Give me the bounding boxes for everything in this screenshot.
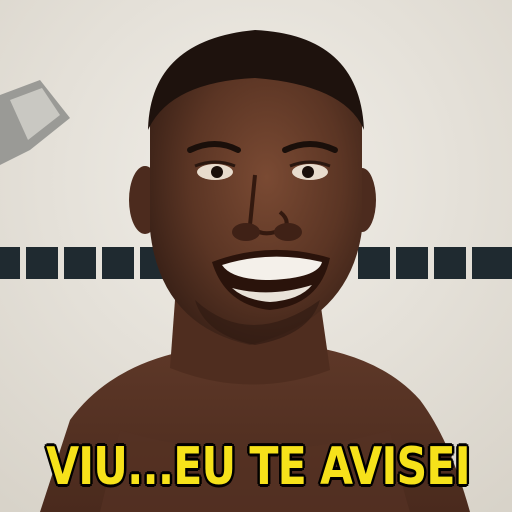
meme-caption: VIU...EU TE AVISEI <box>46 437 470 497</box>
tile-stripe-right <box>358 247 512 279</box>
